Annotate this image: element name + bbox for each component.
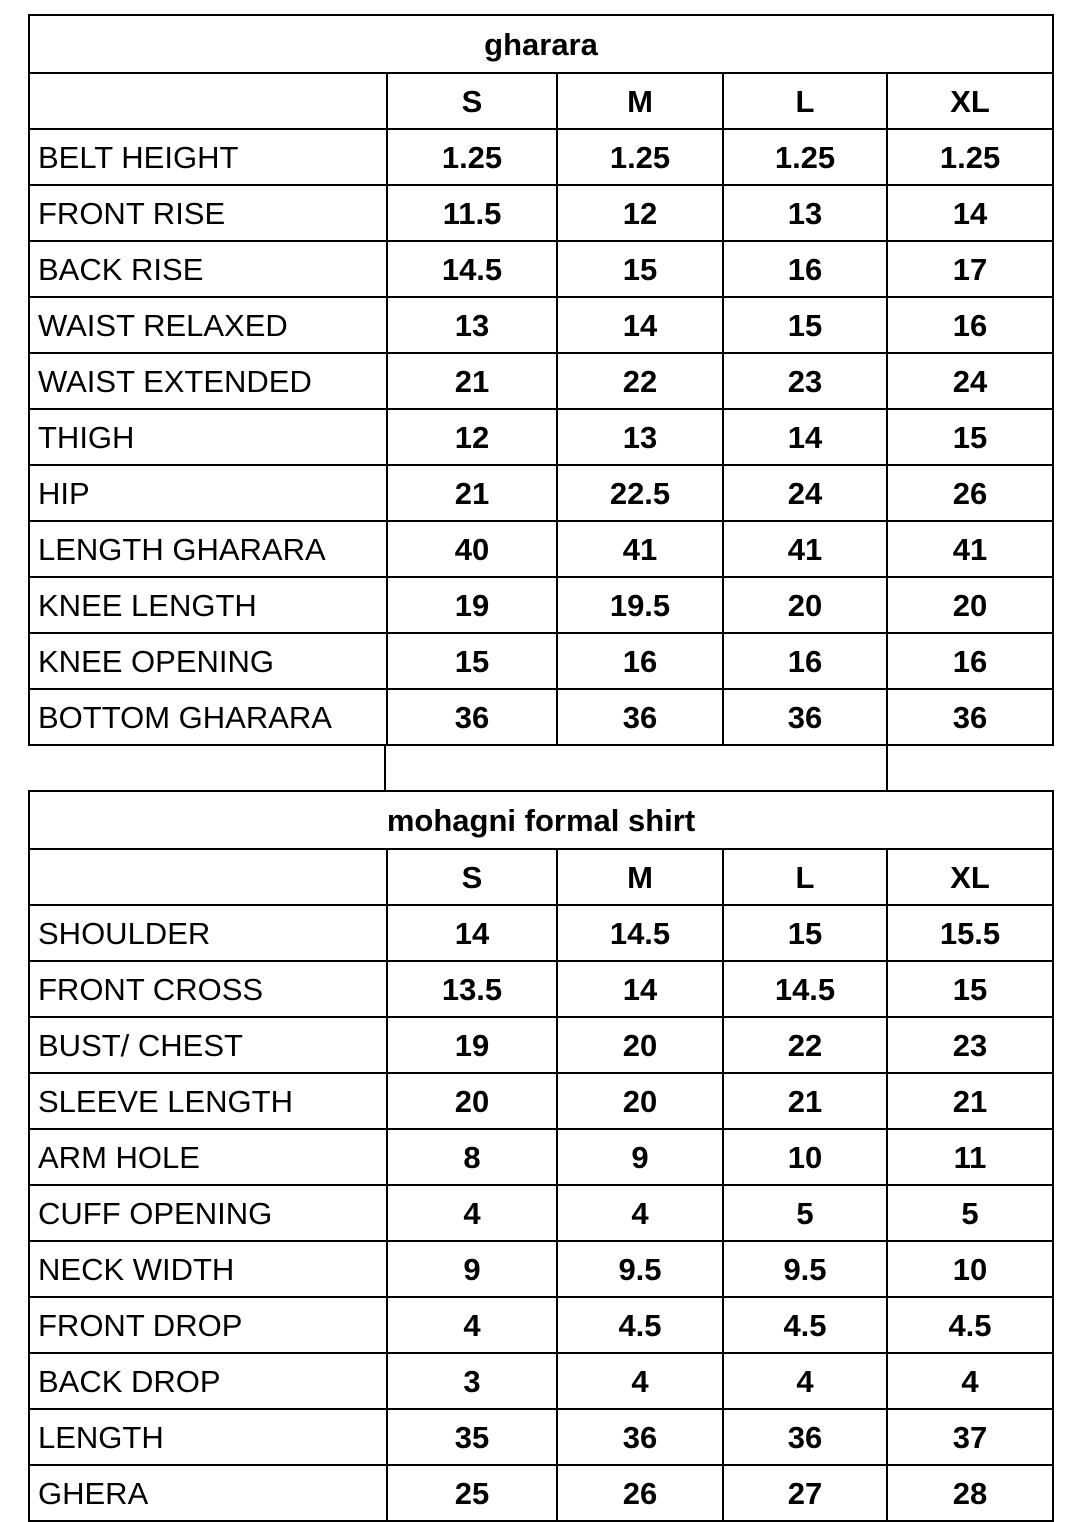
measurement-value-xl: 36 xyxy=(887,689,1053,745)
measurement-value-xl: 10 xyxy=(887,1241,1053,1297)
measurement-value-xl: 5 xyxy=(887,1185,1053,1241)
measurement-value-s: 12 xyxy=(387,409,557,465)
measurement-value-m: 14.5 xyxy=(557,905,723,961)
measurement-label: HIP xyxy=(29,465,387,521)
measurement-value-m: 14 xyxy=(557,961,723,1017)
measurement-label: WAIST RELAXED xyxy=(29,297,387,353)
measurement-value-m: 9 xyxy=(557,1129,723,1185)
measurement-label: BUST/ CHEST xyxy=(29,1017,387,1073)
table-title-row xyxy=(29,791,1053,849)
measurement-value-s: 11.5 xyxy=(387,185,557,241)
table-row xyxy=(29,1017,1053,1073)
measurement-value-l: 14.5 xyxy=(723,961,887,1017)
measurement-value-l: 22 xyxy=(723,1017,887,1073)
measurement-label: KNEE OPENING xyxy=(29,633,387,689)
measurement-value-xl: 15 xyxy=(887,961,1053,1017)
measurement-label: BOTTOM GHARARA xyxy=(29,689,387,745)
measurement-value-xl: 20 xyxy=(887,577,1053,633)
measurement-value-l: 4 xyxy=(723,1353,887,1409)
measurement-label: NECK WIDTH xyxy=(29,1241,387,1297)
table-row xyxy=(29,409,1053,465)
measurement-value-xl: 24 xyxy=(887,353,1053,409)
measurement-value-s: 35 xyxy=(387,1409,557,1465)
measurement-value-xl: 21 xyxy=(887,1073,1053,1129)
measurement-value-l: 15 xyxy=(723,905,887,961)
measurement-value-xl: 14 xyxy=(887,185,1053,241)
measurement-label: LENGTH xyxy=(29,1409,387,1465)
measurement-value-xl: 23 xyxy=(887,1017,1053,1073)
gharara-size-table xyxy=(28,14,1054,746)
table-title: gharara xyxy=(29,15,1053,73)
measurement-label: GHERA xyxy=(29,1465,387,1521)
measurement-value-xl: 26 xyxy=(887,465,1053,521)
measurement-label: CUFF OPENING xyxy=(29,1185,387,1241)
table-row xyxy=(29,241,1053,297)
table-row xyxy=(29,1185,1053,1241)
measurement-label: LENGTH GHARARA xyxy=(29,521,387,577)
measurement-value-s: 3 xyxy=(387,1353,557,1409)
table-row xyxy=(29,1353,1053,1409)
column-header-l: L xyxy=(723,73,887,129)
measurement-value-m: 19.5 xyxy=(557,577,723,633)
measurement-value-xl: 28 xyxy=(887,1465,1053,1521)
measurement-value-s: 4 xyxy=(387,1185,557,1241)
measurement-value-s: 21 xyxy=(387,465,557,521)
measurement-value-xl: 16 xyxy=(887,297,1053,353)
measurement-label: FRONT RISE xyxy=(29,185,387,241)
measurement-value-s: 8 xyxy=(387,1129,557,1185)
measurement-value-l: 41 xyxy=(723,521,887,577)
measurement-label: THIGH xyxy=(29,409,387,465)
measurement-value-xl: 11 xyxy=(887,1129,1053,1185)
measurement-value-xl: 41 xyxy=(887,521,1053,577)
measurement-label: SHOULDER xyxy=(29,905,387,961)
table-row xyxy=(29,353,1053,409)
measurement-value-s: 4 xyxy=(387,1297,557,1353)
table-row xyxy=(29,961,1053,1017)
measurement-value-m: 14 xyxy=(557,297,723,353)
measurement-value-m: 15 xyxy=(557,241,723,297)
separator-tick-right xyxy=(886,746,888,790)
measurement-value-l: 16 xyxy=(723,633,887,689)
table-row xyxy=(29,689,1053,745)
table-title: mohagni formal shirt xyxy=(29,791,1053,849)
measurement-value-l: 1.25 xyxy=(723,129,887,185)
table-header-row xyxy=(29,73,1053,129)
column-header-xl: XL xyxy=(887,849,1053,905)
measurement-value-xl: 1.25 xyxy=(887,129,1053,185)
measurement-value-s: 19 xyxy=(387,577,557,633)
table-row xyxy=(29,905,1053,961)
measurement-value-l: 36 xyxy=(723,689,887,745)
table-row xyxy=(29,1129,1053,1185)
measurement-value-m: 4 xyxy=(557,1185,723,1241)
measurement-value-l: 16 xyxy=(723,241,887,297)
measurement-value-s: 9 xyxy=(387,1241,557,1297)
measurement-value-xl: 16 xyxy=(887,633,1053,689)
table-row xyxy=(29,521,1053,577)
measurement-value-l: 36 xyxy=(723,1409,887,1465)
measurement-value-m: 36 xyxy=(557,1409,723,1465)
measurement-value-s: 21 xyxy=(387,353,557,409)
measurement-value-s: 19 xyxy=(387,1017,557,1073)
measurement-value-m: 4 xyxy=(557,1353,723,1409)
measurement-value-m: 1.25 xyxy=(557,129,723,185)
table-title-row xyxy=(29,15,1053,73)
table-row xyxy=(29,577,1053,633)
measurement-value-s: 25 xyxy=(387,1465,557,1521)
measurement-value-m: 16 xyxy=(557,633,723,689)
table-row xyxy=(29,1241,1053,1297)
table-row xyxy=(29,1409,1053,1465)
measurement-value-l: 13 xyxy=(723,185,887,241)
measurement-value-xl: 37 xyxy=(887,1409,1053,1465)
column-header-l: L xyxy=(723,849,887,905)
measurement-value-l: 4.5 xyxy=(723,1297,887,1353)
column-header-blank xyxy=(29,849,387,905)
table-row xyxy=(29,185,1053,241)
table-row xyxy=(29,465,1053,521)
measurement-value-m: 13 xyxy=(557,409,723,465)
measurement-value-s: 20 xyxy=(387,1073,557,1129)
table-row xyxy=(29,1073,1053,1129)
measurement-value-l: 20 xyxy=(723,577,887,633)
measurement-value-m: 20 xyxy=(557,1073,723,1129)
measurement-value-s: 1.25 xyxy=(387,129,557,185)
table-row xyxy=(29,297,1053,353)
measurement-value-m: 26 xyxy=(557,1465,723,1521)
measurement-label: FRONT CROSS xyxy=(29,961,387,1017)
measurement-label: BACK RISE xyxy=(29,241,387,297)
measurement-value-l: 9.5 xyxy=(723,1241,887,1297)
column-header-blank xyxy=(29,73,387,129)
measurement-value-s: 14.5 xyxy=(387,241,557,297)
measurement-label: BACK DROP xyxy=(29,1353,387,1409)
column-header-xl: XL xyxy=(887,73,1053,129)
column-header-s: S xyxy=(387,849,557,905)
measurement-value-l: 23 xyxy=(723,353,887,409)
measurement-value-l: 14 xyxy=(723,409,887,465)
measurement-value-s: 40 xyxy=(387,521,557,577)
measurement-value-m: 4.5 xyxy=(557,1297,723,1353)
measurement-value-m: 41 xyxy=(557,521,723,577)
table-row xyxy=(29,1297,1053,1353)
measurement-label: SLEEVE LENGTH xyxy=(29,1073,387,1129)
measurement-value-m: 36 xyxy=(557,689,723,745)
column-header-s: S xyxy=(387,73,557,129)
measurement-value-l: 5 xyxy=(723,1185,887,1241)
measurement-label: BELT HEIGHT xyxy=(29,129,387,185)
measurement-label: FRONT DROP xyxy=(29,1297,387,1353)
table-row xyxy=(29,1465,1053,1521)
measurement-value-xl: 17 xyxy=(887,241,1053,297)
mohagni-formal-shirt-size-table xyxy=(28,790,1054,1522)
measurement-value-l: 27 xyxy=(723,1465,887,1521)
measurement-value-xl: 4.5 xyxy=(887,1297,1053,1353)
measurement-label: KNEE LENGTH xyxy=(29,577,387,633)
measurement-value-m: 12 xyxy=(557,185,723,241)
measurement-value-s: 36 xyxy=(387,689,557,745)
table-row xyxy=(29,633,1053,689)
separator-tick-left xyxy=(384,746,386,790)
measurement-value-l: 24 xyxy=(723,465,887,521)
table-separator xyxy=(28,746,1052,790)
table-header-row xyxy=(29,849,1053,905)
measurement-value-m: 20 xyxy=(557,1017,723,1073)
measurement-value-m: 22 xyxy=(557,353,723,409)
measurement-value-s: 14 xyxy=(387,905,557,961)
measurement-value-l: 15 xyxy=(723,297,887,353)
measurement-value-xl: 4 xyxy=(887,1353,1053,1409)
measurement-label: WAIST EXTENDED xyxy=(29,353,387,409)
column-header-m: M xyxy=(557,849,723,905)
measurement-value-s: 13.5 xyxy=(387,961,557,1017)
measurement-value-s: 13 xyxy=(387,297,557,353)
measurement-value-l: 10 xyxy=(723,1129,887,1185)
measurement-value-xl: 15.5 xyxy=(887,905,1053,961)
measurement-value-xl: 15 xyxy=(887,409,1053,465)
table-row xyxy=(29,129,1053,185)
measurement-value-m: 9.5 xyxy=(557,1241,723,1297)
measurement-value-m: 22.5 xyxy=(557,465,723,521)
measurement-value-l: 21 xyxy=(723,1073,887,1129)
column-header-m: M xyxy=(557,73,723,129)
measurement-value-s: 15 xyxy=(387,633,557,689)
measurement-label: ARM HOLE xyxy=(29,1129,387,1185)
